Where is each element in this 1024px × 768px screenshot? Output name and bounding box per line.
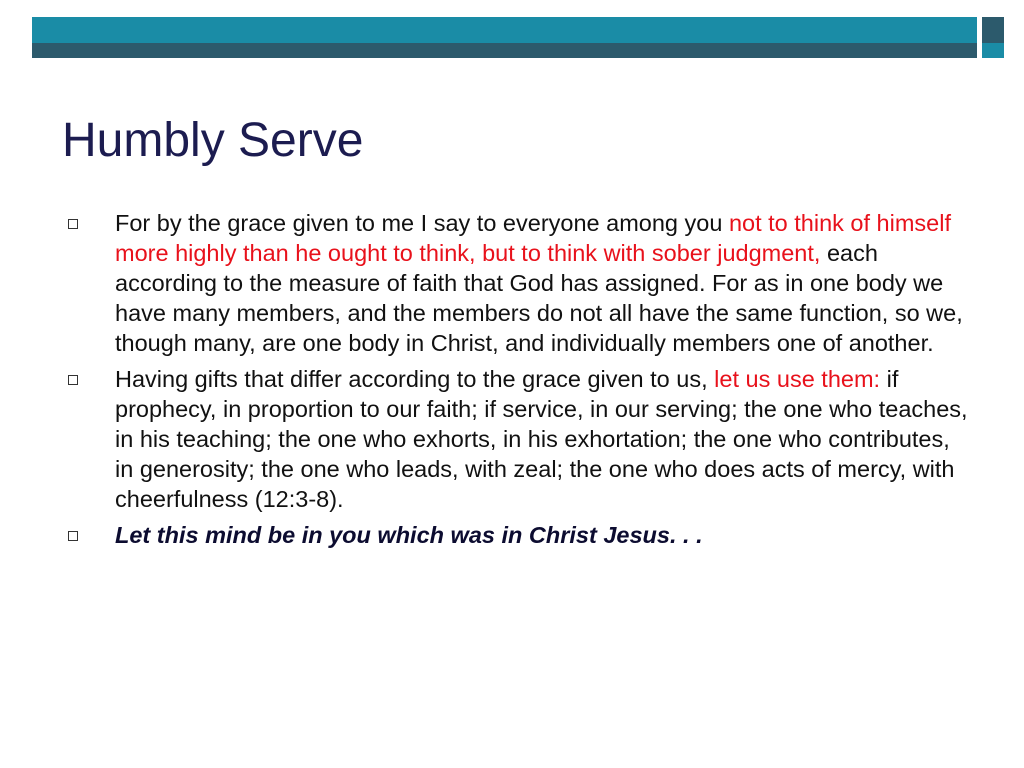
square-bullet-icon <box>68 531 78 541</box>
square-bullet-icon <box>68 375 78 385</box>
bullet-emphasis: Let this mind be in you which was in Christ Jesus. . . <box>115 522 703 548</box>
header-square-teal <box>982 43 1004 58</box>
bullet-highlight: let us use them: <box>714 366 881 392</box>
bullet-text: For by the grace given to me I say to everyone among you <box>115 210 729 236</box>
bullet-item-grace <box>62 208 972 358</box>
header-bar-dark <box>32 43 977 58</box>
bullet-item-gifts <box>62 364 972 514</box>
square-bullet-icon <box>68 219 78 229</box>
bullet-highlight: not to think of himself more highly than he ought to think, but to think with sober judgment, <box>115 210 951 266</box>
bullet-text: if prophecy, in proportion to our faith; if service, in our serving; the one who teaches, in his teaching; the one who exhorts, in his exhortation; the one who contributes, in generosity; the one who leads, with zeal; the one who does acts of mercy, with cheerfulness (12:3-8). <box>115 366 968 512</box>
header-bar-teal <box>32 17 977 43</box>
bullet-text: each according to the measure of faith that God has assigned. For as in one body we have many members, and the members do not all have the same function, so we, though many, are one body in Christ, and individually members one of another. <box>115 240 963 356</box>
bullet-text: Having gifts that differ according to the grace given to us, <box>115 366 715 392</box>
slide-title: Humbly Serve <box>62 114 364 167</box>
header-square-dark <box>982 17 1004 43</box>
bullet-item-mind <box>62 520 972 550</box>
bullet-list <box>62 208 972 556</box>
